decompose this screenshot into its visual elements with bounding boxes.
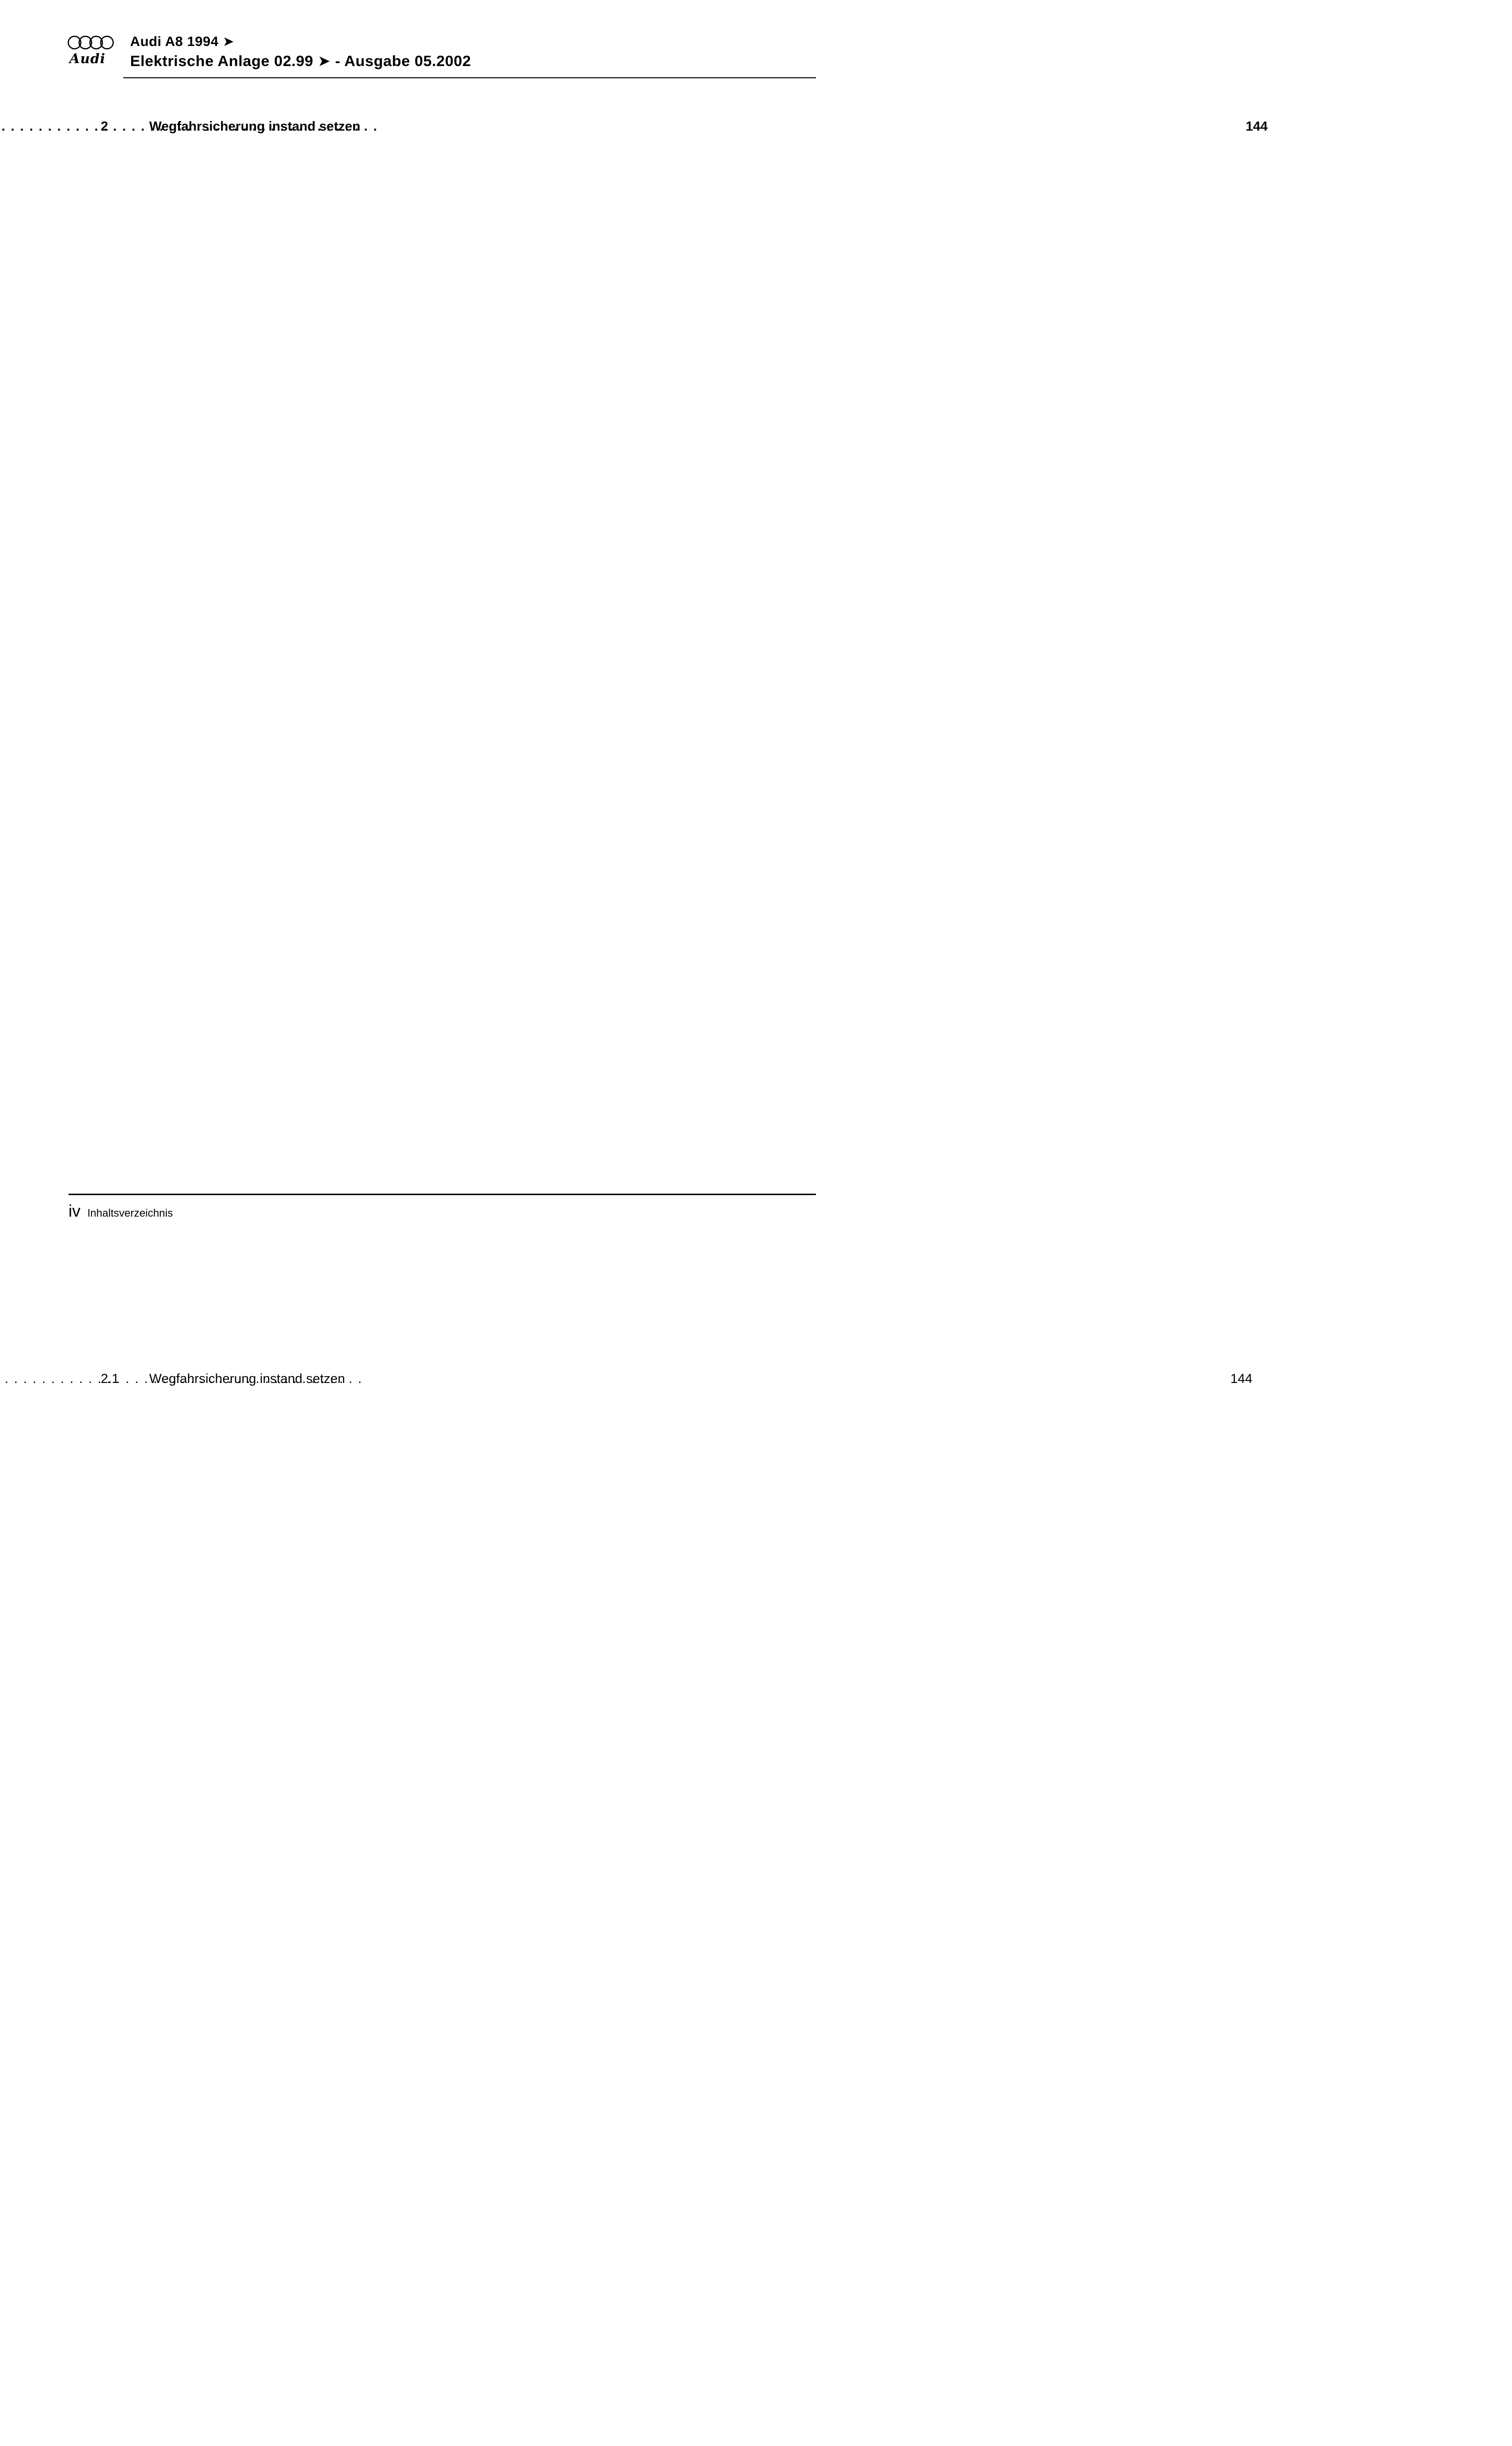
toc-entry-number: 2.1	[101, 1371, 119, 1386]
toc-entry-page: 144	[383, 117, 1268, 1370]
document-title: Elektrische Anlage 02.99 ➤ - Ausgabe 05.2002	[130, 52, 472, 69]
page-footer	[68, 1201, 173, 1221]
model-line: Audi A8 1994 ➤	[130, 34, 235, 49]
toc-entry-title: Wegfahrsicherung instand setzen	[149, 119, 361, 134]
footer-rule	[68, 1194, 816, 1195]
manual-toc-page	[0, 0, 1268, 1386]
toc-row	[68, 1370, 1253, 2446]
page-header	[68, 34, 471, 69]
footer-page-number: iv	[68, 1202, 81, 1221]
toc-row	[68, 117, 1268, 1370]
footer-label: Inhaltsverzeichnis	[87, 1207, 173, 1219]
toc-entry-number: 2	[101, 119, 109, 134]
audi-wordmark: Audi	[69, 51, 106, 67]
header-rule	[123, 77, 816, 78]
toc	[68, 117, 1268, 2446]
audi-logo	[68, 34, 122, 67]
toc-entry-page: 144	[367, 1370, 1252, 2446]
toc-leader-dots	[366, 117, 378, 136]
header-text	[130, 34, 471, 69]
audi-rings-icon	[68, 34, 114, 51]
toc-entry-title: Wegfahrsicherung instand setzen	[149, 1371, 345, 1386]
toc-leader-dots	[351, 1370, 362, 1388]
